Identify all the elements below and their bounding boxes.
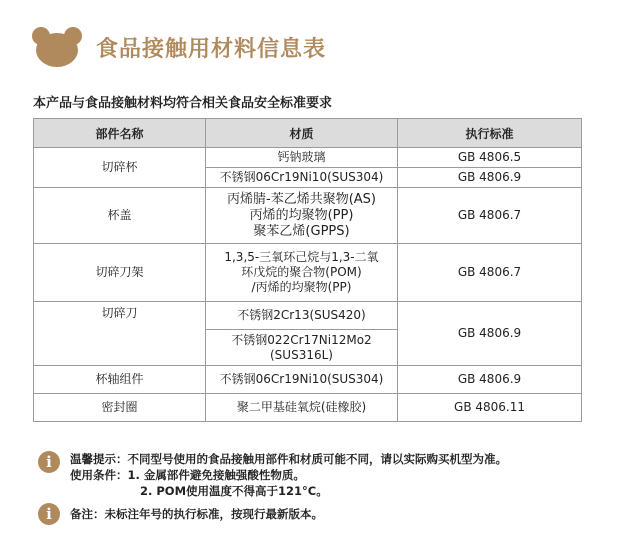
part-name-cell: 切碎刀: [34, 302, 206, 366]
notes-section: [38, 451, 598, 525]
part-name-cell: 切碎杯: [34, 148, 206, 188]
tip-text: 温馨提示：不同型号使用的食品接触用部件和材质可能不同，请以实际购买机型为准。: [70, 452, 507, 466]
table-row: [34, 366, 582, 394]
material-cell: 聚二甲基硅氧烷(硅橡胶): [206, 394, 398, 422]
material-cell: [206, 188, 398, 244]
part-name-cell: 密封圈: [34, 394, 206, 422]
table-row: [34, 148, 582, 168]
material-cell: 不锈钢06Cr19Ni10(SUS304): [206, 168, 398, 188]
condition-item: 1. 金属部件避免接触强酸性物质。: [127, 468, 305, 482]
material-line: 丙烯的均聚物(PP): [249, 207, 354, 223]
material-line: (SUS316L): [270, 347, 333, 362]
material-line: 聚苯乙烯(GPPS): [253, 223, 350, 239]
tip-note: [38, 451, 598, 499]
standard-cell: GB 4806.7: [398, 188, 582, 244]
page-title: 食品接触用材料信息表: [96, 36, 327, 62]
part-name-cell: 杯轴组件: [34, 366, 206, 394]
bear-logo-icon: [30, 27, 84, 67]
material-line: /丙烯的均聚物(PP): [251, 280, 352, 294]
material-line: 不锈钢022Cr17Ni12Mo2: [231, 332, 372, 347]
material-cell: [206, 244, 398, 302]
standard-cell: GB 4806.9: [398, 168, 582, 188]
info-icon: i: [38, 451, 60, 473]
material-cell: 不锈钢06Cr19Ni10(SUS304): [206, 366, 398, 394]
table-row: [34, 394, 582, 422]
remark-note: [38, 503, 598, 525]
material-line: 1,3,5-三氧环己烷与1,3-二氧: [224, 250, 379, 264]
part-name-cell: 切碎刀架: [34, 244, 206, 302]
material-cell: [206, 330, 398, 366]
remark-text: 备注：未标注年号的执行标准，按现行最新版本。: [70, 507, 323, 521]
material-cell: 不锈钢2Cr13(SUS420): [206, 302, 398, 330]
standard-cell: GB 4806.9: [398, 366, 582, 394]
conditions-label: 使用条件：: [70, 468, 128, 482]
standard-cell: GB 4806.9: [398, 302, 582, 366]
table-row: [34, 302, 582, 330]
materials-table: [33, 118, 582, 422]
column-header-standard: 执行标准: [398, 119, 582, 148]
standard-cell: GB 4806.5: [398, 148, 582, 168]
material-line: 丙烯腈-苯乙烯共聚物(AS): [227, 191, 376, 207]
section-subtitle: 本产品与食品接触材料均符合相关食品安全标准要求: [33, 96, 333, 111]
conditions-line: [70, 467, 507, 483]
material-cell: 钙钠玻璃: [206, 148, 398, 168]
part-name-cell: 杯盖: [34, 188, 206, 244]
column-header-material: 材质: [206, 119, 398, 148]
column-header-part: 部件名称: [34, 119, 206, 148]
condition-item: 2. POM使用温度不得高于121°C。: [140, 484, 328, 498]
standard-cell: GB 4806.7: [398, 244, 582, 302]
table-row: [34, 188, 582, 244]
standard-cell: GB 4806.11: [398, 394, 582, 422]
page-header: [30, 24, 326, 70]
info-icon: i: [38, 503, 60, 525]
table-header-row: [34, 119, 582, 148]
material-line: 环戊烷的聚合物(POM): [241, 265, 362, 279]
table-row: [34, 244, 582, 302]
